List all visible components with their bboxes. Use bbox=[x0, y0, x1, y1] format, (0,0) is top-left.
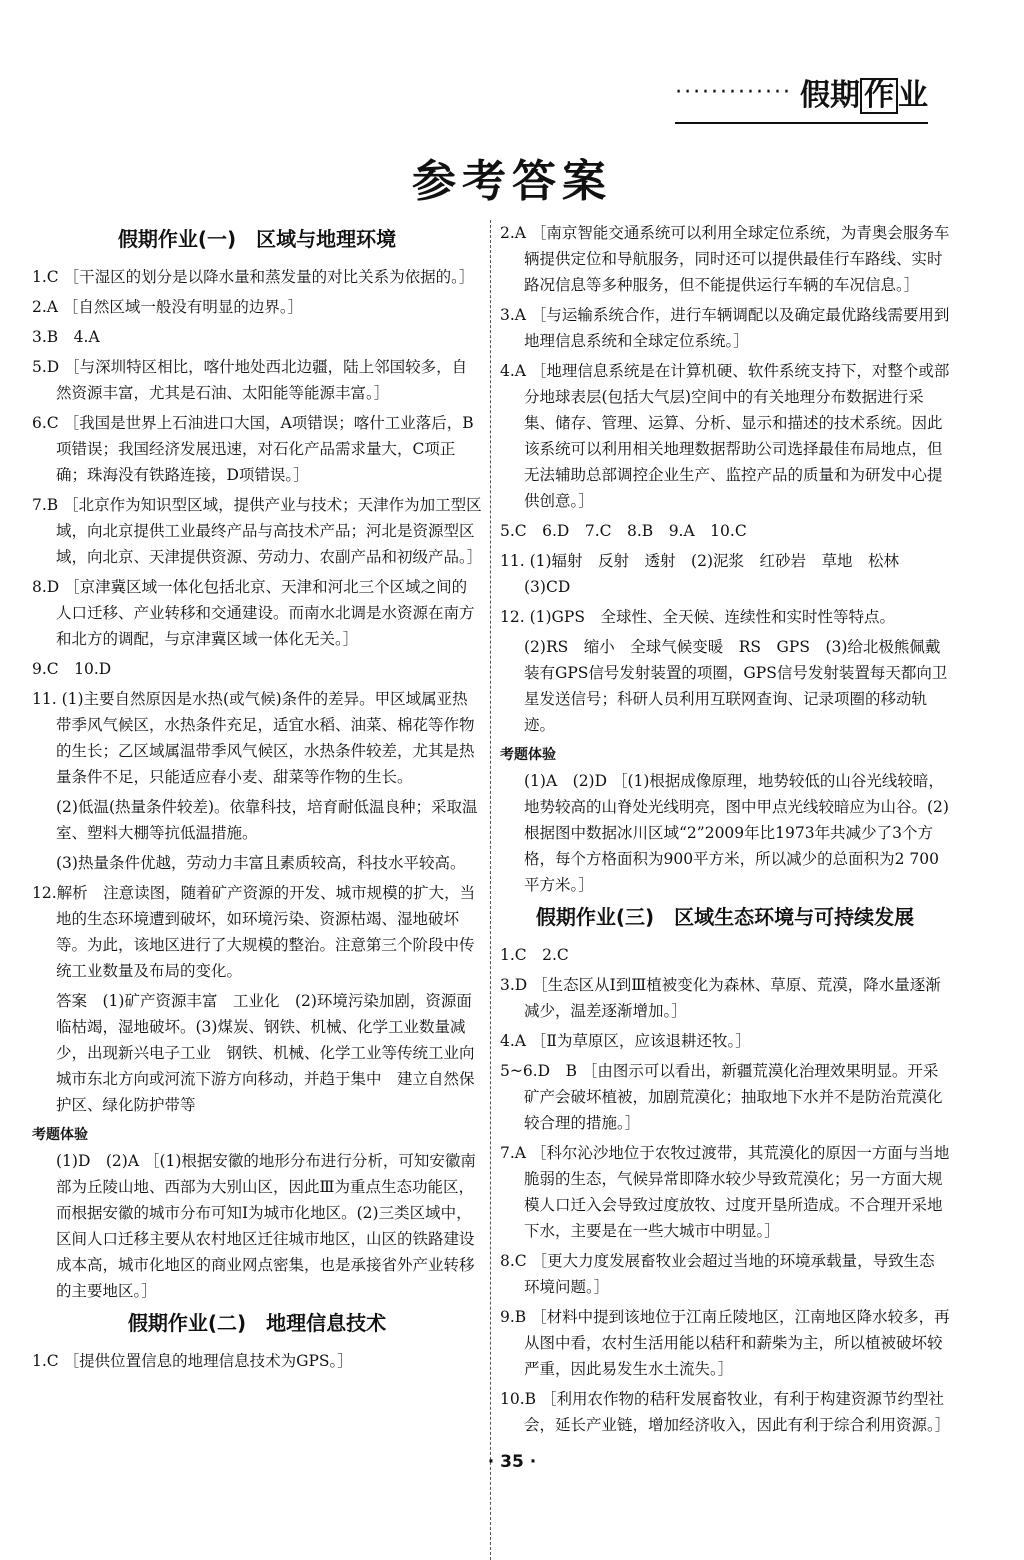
brand-text-a: 假期 bbox=[800, 78, 860, 113]
section-title-3: 假期作业(三) 区域生态环境与可持续发展 bbox=[535, 905, 915, 929]
answer-1: 1.C ［干湿区的划分是以降水量和蒸发量的对比关系为依据的。］ bbox=[32, 268, 475, 286]
exam-experience-2-answer: (1)A (2)D ［(1)根据成像原理，地势较低的山谷光线较暗，地势较高的山脊处光线明亮，图中甲点光线较暗应为山谷。(2)根据图中数据冰川区域“2”2009年比1973年共减少了3个方格，每个方格面积为900平方米，所以减少的总面积为2 700平方米。］ bbox=[524, 772, 949, 894]
answer-b12-part1: 12. (1)GPS 全球性、全天候、连续性和实时性等特点。 bbox=[500, 608, 895, 626]
answer-c1-2: 1.C 2.C bbox=[500, 946, 569, 964]
answer-5: 5.D ［与深圳特区相比，喀什地处西北边疆，陆上邻国较多，自然资源丰富，尤其是石油、太阳能等能源丰富。］ bbox=[32, 358, 468, 402]
answer-c9: 9.B ［材料中提到该地位于江南丘陵地区，江南地区降水较多，再从图中看，农村生活用能以秸秆和薪柴为主，所以植被破坏较严重，因此易发生水土流失。］ bbox=[500, 1308, 950, 1378]
exam-experience-1-answer: (1)D (2)A ［(1)根据安徽的地形分布进行分析，可知安徽南部为丘陵山地、西部为大别山区，因此Ⅲ为重点生态功能区，而根据安徽的城市分布可知Ⅰ为城市化地区。(2)三类区域中，区间人口迁移主要从农村地区迁往城市地区，山区的铁路建设成本高，城市化地区的商业网点密集，也是承接省外产业转移的主要地区。］ bbox=[56, 1152, 476, 1300]
page-number: · 35 · bbox=[487, 1452, 537, 1472]
brand-logo bbox=[800, 70, 928, 114]
answer-11-part1: 11. (1)主要自然原因是水热(或气候)条件的差异。甲区域属亚热带季风气候区，水热条件充足，适宜水稻、油菜、棉花等作物的生长；乙区域属温带季风气候区，水热条件较差，尤其是热量条件不足，只能适应春小麦、甜菜等作物的生长。 bbox=[32, 690, 475, 786]
right-column bbox=[500, 220, 950, 1442]
brand-text-b: 业 bbox=[898, 78, 928, 113]
answer-11-part3: (3)热量条件优越，劳动力丰富且素质较高，科技水平较高。 bbox=[56, 854, 466, 872]
answer-b5-10: 5.C 6.D 7.C 8.B 9.A 10.C bbox=[500, 522, 747, 540]
section-title-1: 假期作业(一) 区域与地理环境 bbox=[117, 227, 397, 251]
left-column bbox=[32, 220, 482, 1378]
answer-c8: 8.C ［更大力度发展畜牧业会超过当地的环境承载量，导致生态环境问题。］ bbox=[500, 1252, 935, 1296]
answer-b11: 11. (1)辐射 反射 透射 (2)泥浆 红砂岩 草地 松林 (3)CD bbox=[500, 552, 915, 596]
answer-8: 8.D ［京津冀区域一体化包括北京、天津和河北三个区域之间的人口迁移、产业转移和交通建设。而南水北调是水资源在南方和北方的调配，与京津冀区域一体化无关。］ bbox=[32, 578, 475, 648]
answer-11-part2: (2)低温(热量条件较差)。依靠科技，培育耐低温良种；采取温室、塑料大棚等抗低温措施。 bbox=[56, 798, 478, 842]
header-dots: ············· bbox=[675, 79, 792, 105]
section-title-2: 假期作业(二) 地理信息技术 bbox=[127, 1311, 387, 1335]
answer-c4: 4.A ［Ⅱ为草原区，应该退耕还牧。］ bbox=[500, 1032, 751, 1050]
header-brand bbox=[675, 70, 928, 114]
header-rule bbox=[675, 122, 928, 124]
brand-box-char: 作 bbox=[860, 78, 898, 114]
answer-6: 6.C ［我国是世界上石油进口大国，A项错误；喀什工业落后，B项错误；我国经济发展迅速，对石化产品需求量大，C项正确；珠海没有铁路连接，D项错误。］ bbox=[32, 414, 474, 484]
answer-b2: 2.A ［南京智能交通系统可以利用全球定位系统，为青奥会服务车辆提供定位和导航服务，同时还可以提供最佳行车路线、实时路况信息等多种服务，但不能提供运行车辆的车况信息。］ bbox=[500, 224, 950, 294]
answer-b3: 3.A ［与运输系统合作，进行车辆调配以及确定最优路线需要用到地理信息系统和全球定位系统。］ bbox=[500, 306, 950, 350]
answer-c10: 10.B ［利用农作物的秸秆发展畜牧业，有利于构建资源节约型社会，延长产业链，增加经济收入，因此有利于综合利用资源。］ bbox=[500, 1390, 951, 1434]
answer-2: 2.A ［自然区域一般没有明显的边界。］ bbox=[32, 298, 304, 316]
answer-b1: 1.C ［提供位置信息的地理信息技术为GPS。］ bbox=[32, 1352, 353, 1370]
answer-c3: 3.D ［生态区从Ⅰ到Ⅲ植被变化为森林、草原、荒漠，降水量逐渐减少，温差逐渐增加。］ bbox=[500, 976, 941, 1020]
answer-12-analysis: 12.解析 注意读图，随着矿产资源的开发、城市规模的扩大，当地的生态环境遭到破坏，如环境污染、资源枯竭、湿地破坏等。为此，该地区进行了大规模的整治。注意第三个阶段中传统工业数量及布局的变化。 bbox=[32, 884, 476, 980]
answer-b12-part2: (2)RS 缩小 全球气候变暖 RS GPS (3)给北极熊佩戴装有GPS信号发射装置的项圈，GPS信号发射装置每天都向卫星发送信号；科研人员利用互联网查询、记录项圈的移动轨迹。 bbox=[524, 638, 948, 734]
answer-c7: 7.A ［科尔沁沙地位于农牧过渡带，其荒漠化的原因一方面与当地脆弱的生态，气候异常即降水较少导致荒漠化；另一方面大规模人口迁入会导致过度放牧、过度开垦所造成。不合理开采地下水，主要是在一些大城市中明显。］ bbox=[500, 1144, 950, 1240]
answer-c5-6: 5~6.D B ［由图示可以看出，新疆荒漠化治理效果明显。开采矿产会破坏植被，加剧荒漠化；抽取地下水并不是防治荒漠化较合理的措施。］ bbox=[500, 1062, 943, 1132]
column-divider bbox=[490, 220, 491, 1560]
answer-3-4: 3.B 4.A bbox=[32, 328, 100, 346]
answer-9-10: 9.C 10.D bbox=[32, 660, 112, 678]
page-title: 参考答案 bbox=[412, 156, 612, 207]
exam-experience-1: 考题体验 bbox=[32, 1127, 88, 1143]
answer-b4: 4.A ［地理信息系统是在计算机硬、软件系统支持下，对整个或部分地球表层(包括大气层)空间中的有关地理分布数据进行采集、储存、管理、运算、分析、显示和描述的技术系统。因此该系统可以利用相关地理数据帮助公司选择最佳布局地点，但无法辅助总部调控企业生产、监控产品的质量和为研发中心提供创意。］ bbox=[500, 362, 950, 510]
answer-12-answer: 答案 (1)矿产资源丰富 工业化 (2)环境污染加剧，资源面临枯竭，湿地破坏。(3)煤炭、钢铁、机械、化学工业数量减少，出现新兴电子工业 钢铁、机械、化学工业等传统工业向城市东北方向或河流下游方向移动，并趋于集中 建立自然保护区、绿化防护带等 bbox=[56, 992, 475, 1114]
exam-experience-2: 考题体验 bbox=[500, 747, 556, 763]
answer-7: 7.B ［北京作为知识型区域，提供产业与技术；天津作为加工型区域，向北京提供工业最终产品与高技术产品；河北是资源型区域，向北京、天津提供资源、劳动力、农副产品和初级产品。］ bbox=[32, 496, 483, 566]
